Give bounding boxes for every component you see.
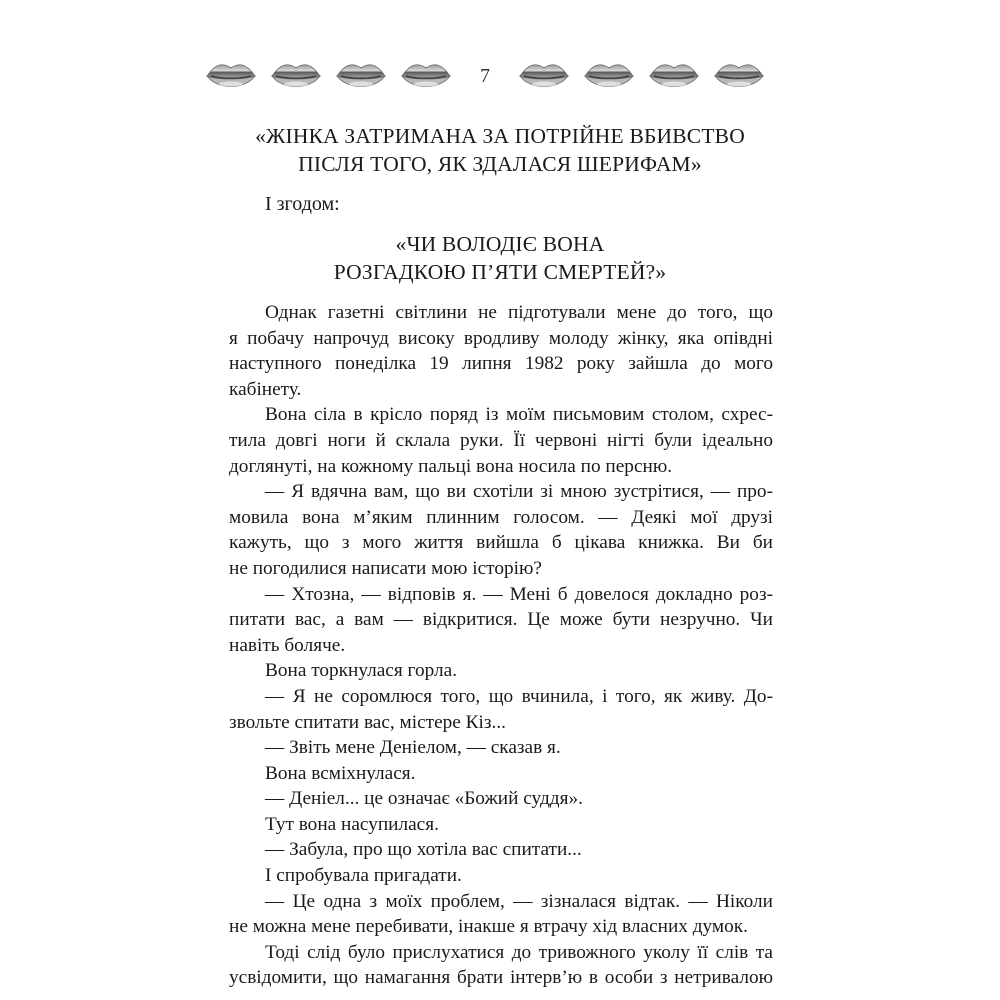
text-line: — Хтозна, — відповів я. — Мені б довелося докладно роз- xyxy=(265,583,773,605)
headline-line: «ЖІНКА ЗАТРИМАНА ЗА ПОТРІЙНЕ ВБИВСТВО xyxy=(255,124,745,148)
text-line: Вона сіла в крісло поряд із моїм письмовим столом, схрес- xyxy=(265,404,773,426)
text-line: Вона торкнулася горла. xyxy=(265,660,458,682)
text-line: тила довгі ноги й склала руки. Її червоні нігті були ідеально xyxy=(229,429,773,451)
interlude-text: І згодом: xyxy=(265,193,340,215)
text-line: звольте спитати вас, містере Кіз... xyxy=(229,711,506,733)
text-line: Вона всміхнулася. xyxy=(265,762,416,784)
text-line: наступного понеділка 19 липня 1982 року зайшла до мого xyxy=(229,353,773,375)
headline-line: РОЗГАДКОЮ П’ЯТИ СМЕРТЕЙ?» xyxy=(333,260,667,284)
text-line: — Забула, про що хотіла вас спитати... xyxy=(265,839,582,861)
text-line: — Деніел... це означає «Божий суддя». xyxy=(265,788,583,810)
text-line: навіть боляче. xyxy=(229,634,346,656)
text-line: — Це одна з моїх проблем, — зізналася відтак. — Ніколи xyxy=(265,890,773,912)
headline-second xyxy=(150,230,850,286)
text-line: доглянуті, на кожному пальці вона носила по персню. xyxy=(229,455,673,477)
lips-icon xyxy=(518,58,570,94)
lips-icon xyxy=(583,58,635,94)
text-line: — Я вдячна вам, що ви схотіли зі мною зустрітися, — про- xyxy=(265,481,773,503)
text-line: — Я не соромлюся того, що вчинила, і того, як живу. До- xyxy=(265,685,773,707)
lips-icon xyxy=(270,58,322,94)
text-line: не погодилися написати мою історію? xyxy=(229,557,542,579)
ornament-right xyxy=(518,58,765,94)
lips-icon xyxy=(400,58,452,94)
ornament-left xyxy=(205,58,452,94)
text-line: Однак газетні світлини не підготували мене до того, що xyxy=(265,302,773,323)
text-line: не можна мене перебивати, інакше я втрачу хід власних думок. xyxy=(229,916,748,938)
lips-icon xyxy=(648,58,700,94)
text-line: І спробувала пригадати. xyxy=(265,865,462,887)
headline-line: «ЧИ ВОЛОДІЄ ВОНА xyxy=(395,232,605,256)
page-number: 7 xyxy=(480,64,490,87)
lips-icon xyxy=(713,58,765,94)
text-line: кабінету. xyxy=(229,378,302,400)
body-text xyxy=(229,300,773,991)
page-header xyxy=(205,56,765,96)
headline-line: ПІСЛЯ ТОГО, ЯК ЗДАЛАСЯ ШЕРИФАМ» xyxy=(298,152,702,176)
text-line: мовила вона м’яким плинним голосом. — Деякі мої друзі xyxy=(229,506,773,528)
text-line: усвідомити, що намагання брати інтерв’ю в особи з нетривалою xyxy=(229,967,773,989)
text-line: — Звіть мене Деніелом, — сказав я. xyxy=(265,737,561,759)
headline-first xyxy=(150,122,850,178)
text-line: кажуть, що з мого життя вийшла б цікава книжка. Ви би xyxy=(229,532,773,554)
text-line: Тоді слід було прислухатися до тривожного уколу її слів та xyxy=(265,941,773,963)
lips-icon xyxy=(335,58,387,94)
text-line: я побачу напрочуд високу вродливу молоду жінку, яка опівдні xyxy=(229,327,773,349)
text-line: питати вас, а вам — відкритися. Це може бути незручно. Чи xyxy=(229,609,773,631)
text-line: Тут вона насупилася. xyxy=(265,813,439,835)
lips-icon xyxy=(205,58,257,94)
